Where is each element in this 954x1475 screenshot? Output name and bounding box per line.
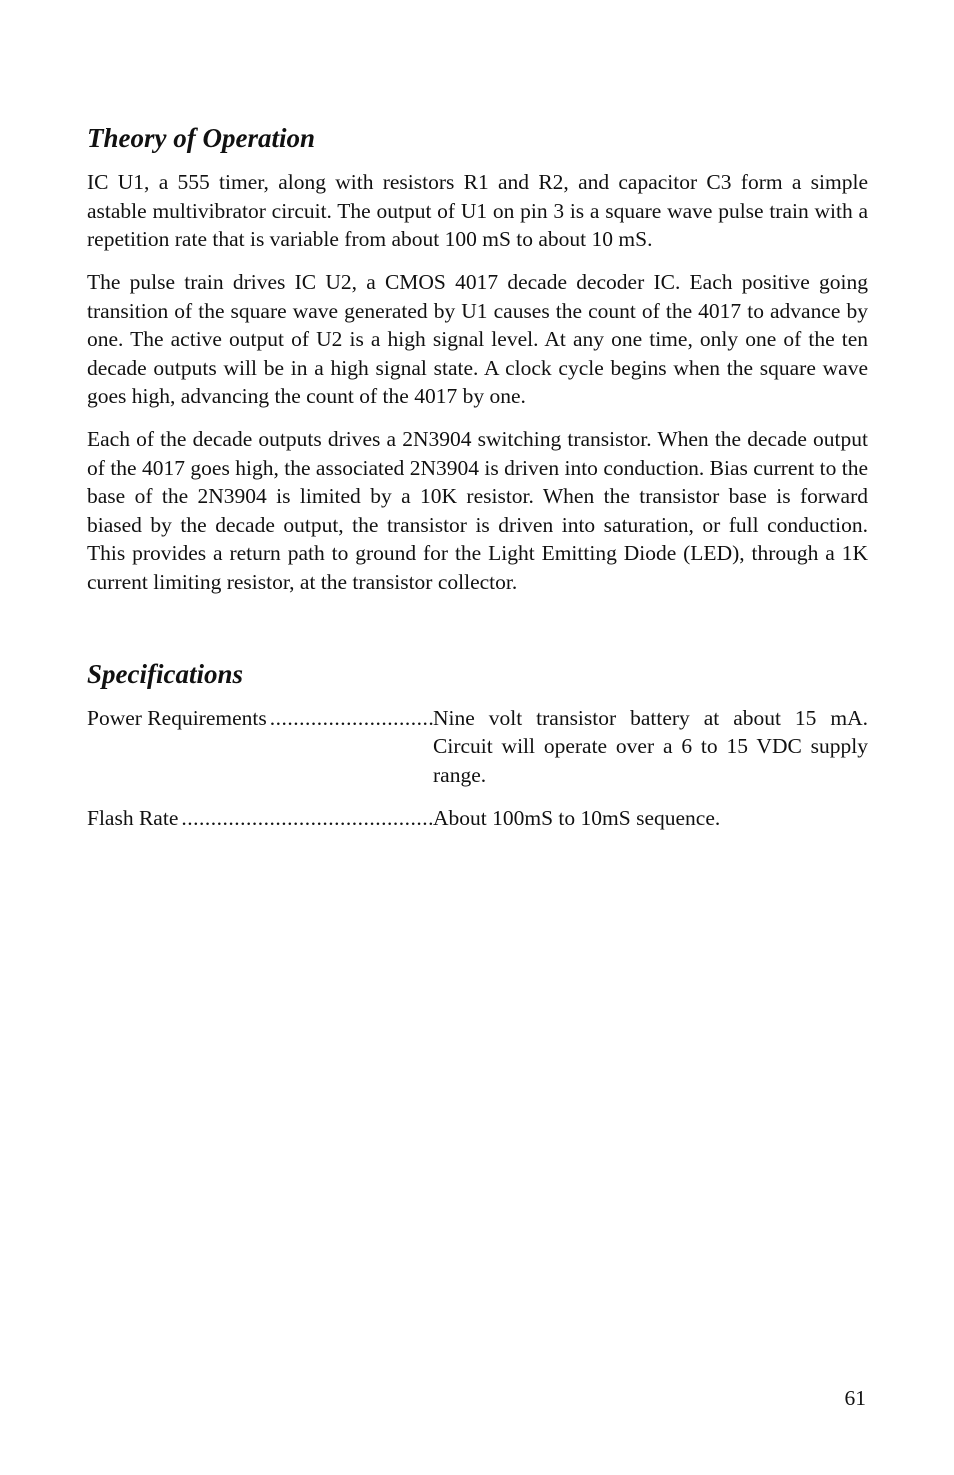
theory-paragraph-1: IC U1, a 555 timer, along with resistors R1 and R2, and capacitor C3 form a simple astable multivibrator circuit. The output of U1 on pin 3 is a square wave pulse train with a repetition rate that is variable from about 100 mS to about 10 mS.: [87, 170, 868, 251]
spec-label-flash-rate: Flash Rate: [87, 805, 179, 830]
page-content: [87, 118, 868, 847]
spec-value-power: Nine volt transistor battery at about 15 mA. Circuit will operate over a 6 to 15 VDC supply range.: [433, 705, 868, 787]
spec-label-cell: [87, 804, 433, 833]
theory-heading: Theory of Operation: [87, 123, 315, 153]
dot-leader: [270, 704, 433, 790]
section-spacer: [87, 611, 868, 654]
spec-label-power: Power Requirements: [87, 705, 267, 730]
spec-value-flash-rate: About 100mS to 10mS sequence.: [433, 805, 721, 830]
spec-label-cell: [87, 704, 433, 790]
theory-paragraph-3: Each of the decade outputs drives a 2N3904 switching transistor. When the decade output of the 4017 goes high, the associated 2N3904 is driven into conduction. Bias current to the base of the 2N3904 is limited by a 10K resistor. When the transistor base is forward biased by the decade output, the transistor is driven into saturation, or full conduction. This provides a return path to ground for the Light Emitting Diode (LED), through a 1K current limiting resistor, at the transistor collector.: [87, 427, 868, 594]
dot-leader: [181, 804, 433, 833]
specifications-heading: Specifications: [87, 658, 243, 689]
theory-paragraph-2: The pulse train drives IC U2, a CMOS 4017 decade decoder IC. Each positive going transition of the square wave generated by U1 causes the count of the 4017 to advance by one. The active output of U2 is a high signal level. At any one time, only one of the ten decade outputs will be in a high signal state. A clock cycle begins when the square wave goes high, advancing the count of the 4017 by one.: [87, 270, 868, 408]
page-number: 61: [844, 1386, 866, 1410]
spec-row-power: [87, 704, 868, 790]
spec-row-flash-rate: [87, 804, 868, 833]
